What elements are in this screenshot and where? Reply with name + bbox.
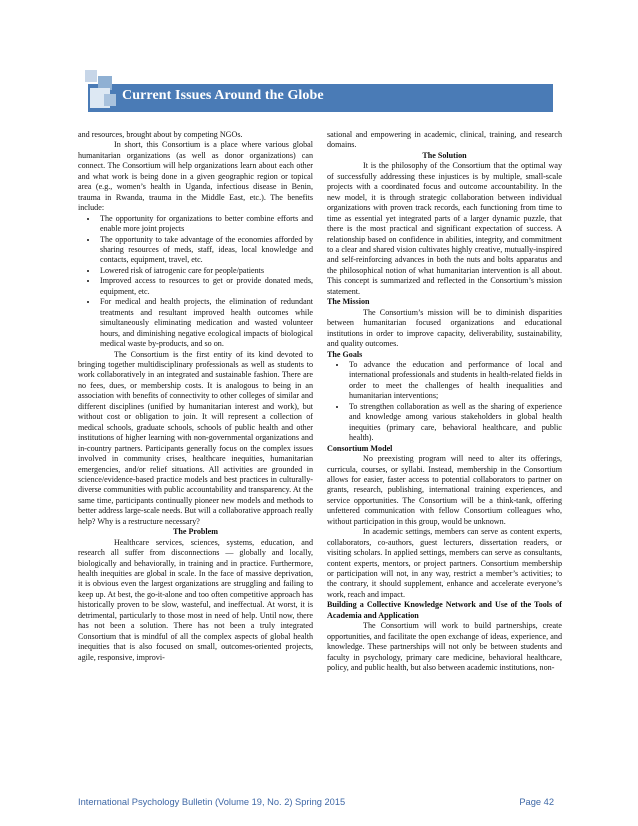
heading-solution: The Solution bbox=[422, 150, 467, 160]
paragraph: Healthcare services, sciences, systems, education, and research all suffer from disconnections — globally and locally, biologically and behaviorally, in training and in practice. Furthermore, health inequities are global in scale. In the face of massive deprivation, it is obvious even the largest organizations are struggling and failing to keep up. At best, the go-it-alone and too often competitive approach has historically proven to be slow, wasteful, and ineffectual. At worst, it is detrimental, particularly to those most in need of help. Until now, there has not been a solution. There has not been a truly integrated Consortium that is mindful of all the complex aspects of global health inequities that is also focused on small, outcomes-oriented projects, agile, responsive, improvi- bbox=[78, 537, 313, 662]
list-item: • To strengthen collaboration as well as the sharing of experience and knowledge among various stakeholders in global health inequities (primary care, behavioral healthcare, and public health). bbox=[347, 402, 562, 444]
decorative-square bbox=[85, 70, 97, 82]
goals-list bbox=[327, 360, 562, 444]
right-column bbox=[327, 130, 562, 674]
footer-citation: International Psychology Bulletin (Volume 19, No. 2) Spring 2015 bbox=[78, 797, 346, 807]
paragraph: The Consortium is the first entity of its kind devoted to bringing together multidisciplinary professionals as well as students to work collaboratively in an integrated and sustainable fashion. There are no fees, dues, or membership costs. It is analogous to being in an association with benefits of connectivity to other colleges of similar and different disciplines (unified by humanitarian interest and work), but without cost or obligation to join. It will represent a collection of medical schools, graduate schools, schools of public health and other institutions of higher learning with non-governmental organizations and in-country partners. Participants generally focus on the complex issues involved in community crises, healthcare inequities, humanitarian emergencies, and/or relief situations. All activities are grounded in science/evidence-based practice models and best practices in culturally-diverse communities with public accountability and transparency. At the same time, participants continually pioneer new models and methods to better address large-scale needs. But will a collaborative approach really help? Why is a restructure necessary? bbox=[78, 349, 313, 526]
paragraph: In academic settings, members can serve as content experts, collaborators, co-authors, guest lecturers, dissertation readers, or visiting scholars. In applied settings, members can serve as consultants, content experts, mentors, or project partners. Consortium membership or participation will not, in any way, restrict a member’s activities; to the contrary, it should supplement, enhance and accelerate everyone’s work, reach and impact. bbox=[327, 527, 562, 599]
list-item: • To advance the education and performance of local and international professionals and students in health-related fields in order to meet the challenges of health inequalities and humanitarian interventions; bbox=[347, 360, 562, 402]
paragraph: and resources, brought about by competing NGOs. bbox=[78, 130, 243, 139]
paragraph: No preexisting program will need to alter its offerings, curricula, courses, or syllabi. Instead, membership in the Consortium allows for easier, faster access to potential collaborators to partner on grants, research, publishing, international training experiences, and service opportunities. The Consortium will be a think-tank, offering unfettered communication with fellow Consortium colleagues who, without participation in this group, would be unknown. bbox=[327, 454, 562, 526]
heading-consortium-model: Consortium Model bbox=[327, 443, 393, 453]
heading-knowledge-network: Building a Collective Knowledge Network and Use of the Tools of Academia and Application bbox=[327, 600, 562, 620]
list-item: • Lowered risk of iatrogenic care for people/patients bbox=[98, 266, 313, 276]
list-item: • Improved access to resources to get or provide donated meds, equipment, etc. bbox=[98, 276, 313, 297]
paragraph: The Consortium’s mission will be to diminish disparities between humanitarian focused organizations and educational institutions in order to improve capacity, deliverability, sustainability, and quality outcomes. bbox=[327, 307, 562, 349]
paragraph: It is the philosophy of the Consortium that the optimal way of successfully addressing these injustices is by multiple, small-scale projects with a coordinated focus and outcome accountability. In the new model, it is through strategic collaboration between individual organizations with proven track records, each functioning from time to time as essential yet integrated parts of a larger dynamic puzzle, that there is the most practical and significant expectation of success. A relationship based on confidence in abilities, integrity, and commitment to a clear and shared vision cultivates highly creative, mutually-inspired and self-reinforcing advances in both the nuts and bolts apparatus and the philosophical notion of what humanitarian intervention is all about. This concept is summarized and reflected in the Consortium’s mission statement. bbox=[327, 161, 562, 296]
page-number: Page 42 bbox=[519, 797, 554, 807]
section-title: Current Issues Around the Globe bbox=[122, 88, 324, 103]
heading-goals: The Goals bbox=[327, 349, 363, 359]
paragraph: The Consortium will work to build partnerships, create opportunities, and facilitate the open exchange of ideas, experience, and knowledge. These partnerships will not only be between students and faculty in psychology, primary care medicine, behavioral healthcare, policy, and public health, but also between academic institutions, non- bbox=[327, 621, 562, 673]
decorative-square bbox=[104, 94, 116, 106]
paragraph: sational and empowering in academic, clinical, training, and research domains. bbox=[327, 130, 562, 150]
heading-problem: The Problem bbox=[172, 527, 219, 537]
list-item: • The opportunity to take advantage of the economies afforded by sharing resources of meds, staff, ideas, local knowledge and contacts, equipment, travel, etc. bbox=[98, 235, 313, 266]
paragraph: In short, this Consortium is a place where various global humanitarian organizations (as well as donor organizations) can connect. The Consortium will help organizations learn about each other and what work is being done in a given geographic region or topical area (e.g., women’s health in Uganda, infectious disease in Benin, trauma in Rwanda, trauma in the Middle East, etc.). The benefits include: bbox=[78, 140, 313, 213]
left-column bbox=[78, 130, 313, 663]
list-item: • For medical and health projects, the elimination of redundant treatments and resultant improved health outcomes while simultaneously eliminating medication and wasted volunteer hours, and diminishing negative ecological impacts of biological medical waste by-products, and so on. bbox=[98, 297, 313, 349]
list-item: • The opportunity for organizations to better combine efforts and enable more joint projects bbox=[98, 214, 313, 235]
benefits-list bbox=[78, 214, 313, 350]
heading-mission: The Mission bbox=[327, 297, 370, 307]
